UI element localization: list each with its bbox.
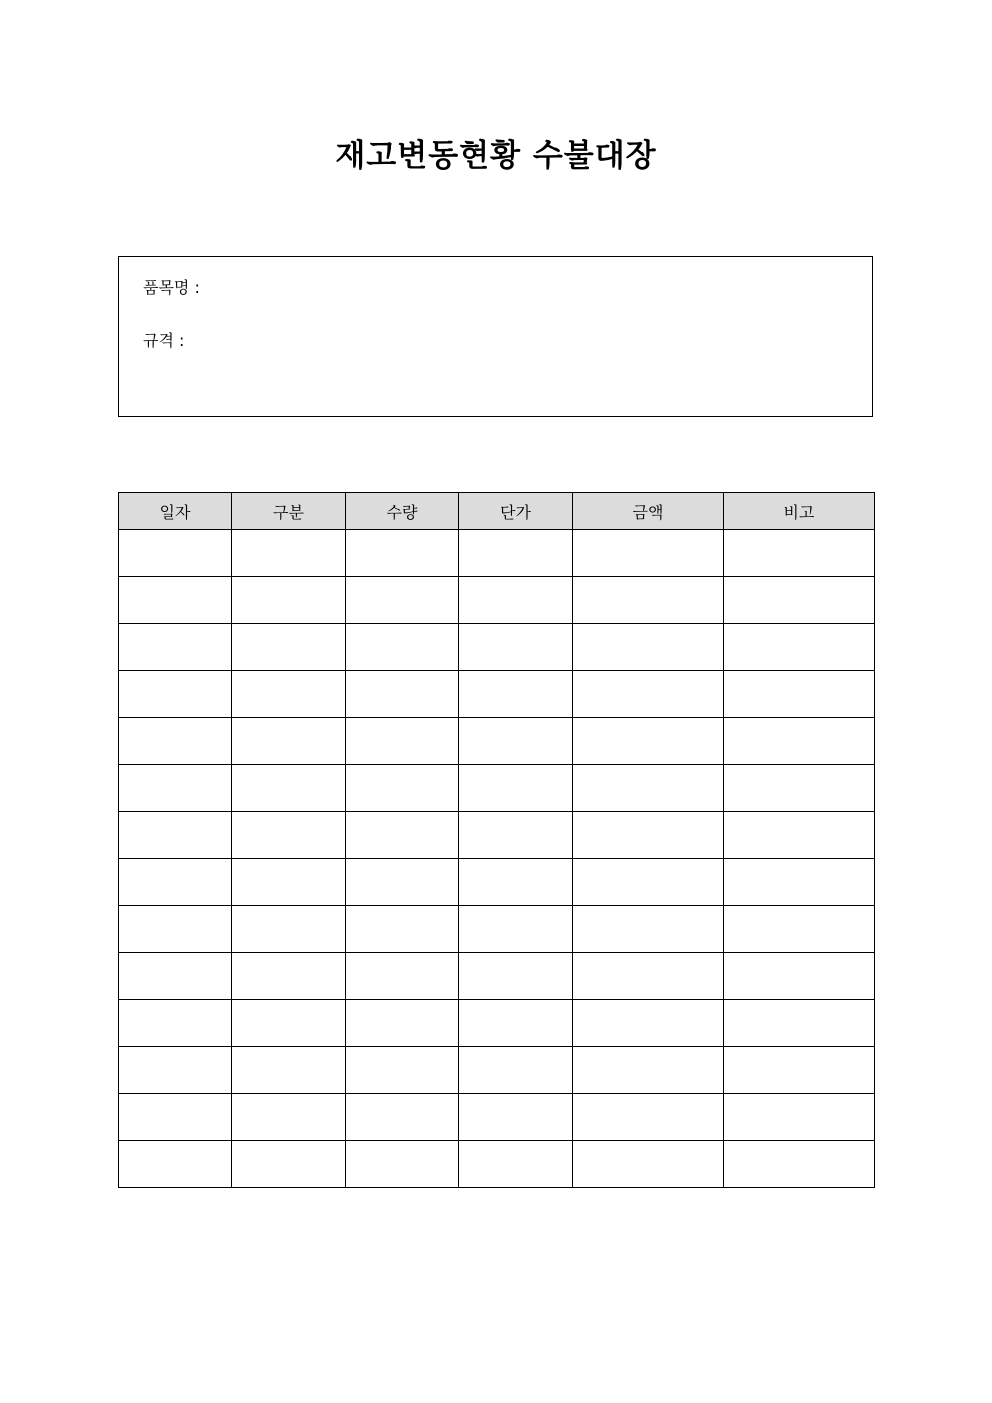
cell-date[interactable] <box>119 671 232 718</box>
cell-date[interactable] <box>119 1047 232 1094</box>
cell-type[interactable] <box>232 906 346 953</box>
cell-quantity[interactable] <box>346 1000 459 1047</box>
cell-unit-price[interactable] <box>459 1047 573 1094</box>
column-header-type: 구분 <box>232 493 346 530</box>
cell-date[interactable] <box>119 765 232 812</box>
column-header-unit-price: 단가 <box>459 493 573 530</box>
column-header-date: 일자 <box>119 493 232 530</box>
column-header-amount: 금액 <box>573 493 724 530</box>
table-row <box>119 718 875 765</box>
cell-unit-price[interactable] <box>459 1000 573 1047</box>
cell-type[interactable] <box>232 953 346 1000</box>
table-row <box>119 577 875 624</box>
cell-amount[interactable] <box>573 765 724 812</box>
cell-date[interactable] <box>119 530 232 577</box>
cell-remarks[interactable] <box>724 1000 875 1047</box>
cell-type[interactable] <box>232 624 346 671</box>
page-title: 재고변동현황 수불대장 <box>335 138 657 174</box>
cell-quantity[interactable] <box>346 718 459 765</box>
cell-remarks[interactable] <box>724 671 875 718</box>
cell-date[interactable] <box>119 953 232 1000</box>
table-row <box>119 530 875 577</box>
cell-date[interactable] <box>119 577 232 624</box>
table-row <box>119 812 875 859</box>
table-row <box>119 1047 875 1094</box>
cell-unit-price[interactable] <box>459 530 573 577</box>
cell-type[interactable] <box>232 718 346 765</box>
cell-remarks[interactable] <box>724 1047 875 1094</box>
cell-remarks[interactable] <box>724 859 875 906</box>
cell-quantity[interactable] <box>346 1047 459 1094</box>
cell-type[interactable] <box>232 1094 346 1141</box>
cell-amount[interactable] <box>573 718 724 765</box>
column-header-remarks: 비고 <box>724 493 875 530</box>
cell-type[interactable] <box>232 765 346 812</box>
cell-quantity[interactable] <box>346 577 459 624</box>
cell-quantity[interactable] <box>346 906 459 953</box>
cell-remarks[interactable] <box>724 812 875 859</box>
cell-quantity[interactable] <box>346 812 459 859</box>
cell-type[interactable] <box>232 577 346 624</box>
cell-remarks[interactable] <box>724 765 875 812</box>
item-info-box <box>118 256 873 417</box>
cell-date[interactable] <box>119 1000 232 1047</box>
cell-remarks[interactable] <box>724 953 875 1000</box>
cell-remarks[interactable] <box>724 1141 875 1188</box>
cell-remarks[interactable] <box>724 624 875 671</box>
cell-amount[interactable] <box>573 812 724 859</box>
cell-quantity[interactable] <box>346 953 459 1000</box>
cell-quantity[interactable] <box>346 1141 459 1188</box>
cell-amount[interactable] <box>573 1000 724 1047</box>
table-row <box>119 765 875 812</box>
cell-date[interactable] <box>119 718 232 765</box>
table-row <box>119 1141 875 1188</box>
cell-date[interactable] <box>119 812 232 859</box>
cell-type[interactable] <box>232 859 346 906</box>
cell-unit-price[interactable] <box>459 765 573 812</box>
cell-amount[interactable] <box>573 1094 724 1141</box>
cell-date[interactable] <box>119 1094 232 1141</box>
cell-amount[interactable] <box>573 624 724 671</box>
table-row <box>119 1000 875 1047</box>
cell-unit-price[interactable] <box>459 671 573 718</box>
ledger-body <box>119 530 875 1188</box>
cell-remarks[interactable] <box>724 906 875 953</box>
cell-amount[interactable] <box>573 671 724 718</box>
ledger-header-row <box>119 493 875 530</box>
cell-amount[interactable] <box>573 906 724 953</box>
cell-quantity[interactable] <box>346 1094 459 1141</box>
cell-unit-price[interactable] <box>459 953 573 1000</box>
cell-amount[interactable] <box>573 859 724 906</box>
table-row <box>119 953 875 1000</box>
cell-unit-price[interactable] <box>459 624 573 671</box>
cell-amount[interactable] <box>573 1141 724 1188</box>
cell-quantity[interactable] <box>346 765 459 812</box>
cell-date[interactable] <box>119 624 232 671</box>
cell-type[interactable] <box>232 530 346 577</box>
cell-unit-price[interactable] <box>459 1141 573 1188</box>
cell-type[interactable] <box>232 1047 346 1094</box>
cell-unit-price[interactable] <box>459 718 573 765</box>
cell-unit-price[interactable] <box>459 812 573 859</box>
cell-remarks[interactable] <box>724 530 875 577</box>
cell-type[interactable] <box>232 671 346 718</box>
cell-quantity[interactable] <box>346 530 459 577</box>
table-row <box>119 671 875 718</box>
cell-unit-price[interactable] <box>459 577 573 624</box>
cell-remarks[interactable] <box>724 718 875 765</box>
cell-remarks[interactable] <box>724 577 875 624</box>
column-header-quantity: 수량 <box>346 493 459 530</box>
table-row <box>119 859 875 906</box>
cell-type[interactable] <box>232 812 346 859</box>
cell-date[interactable] <box>119 859 232 906</box>
cell-unit-price[interactable] <box>459 859 573 906</box>
cell-date[interactable] <box>119 1141 232 1188</box>
cell-quantity[interactable] <box>346 859 459 906</box>
table-row <box>119 906 875 953</box>
item-name-label: 품목명 : <box>143 278 200 297</box>
cell-amount[interactable] <box>573 530 724 577</box>
cell-amount[interactable] <box>573 953 724 1000</box>
table-row <box>119 624 875 671</box>
cell-remarks[interactable] <box>724 1094 875 1141</box>
ledger-table <box>118 492 875 1188</box>
cell-quantity[interactable] <box>346 671 459 718</box>
table-row <box>119 1094 875 1141</box>
cell-unit-price[interactable] <box>459 1094 573 1141</box>
cell-type[interactable] <box>232 1000 346 1047</box>
cell-type[interactable] <box>232 1141 346 1188</box>
spec-label: 규격 : <box>143 331 185 350</box>
cell-quantity[interactable] <box>346 624 459 671</box>
cell-date[interactable] <box>119 906 232 953</box>
cell-amount[interactable] <box>573 577 724 624</box>
cell-amount[interactable] <box>573 1047 724 1094</box>
cell-unit-price[interactable] <box>459 906 573 953</box>
